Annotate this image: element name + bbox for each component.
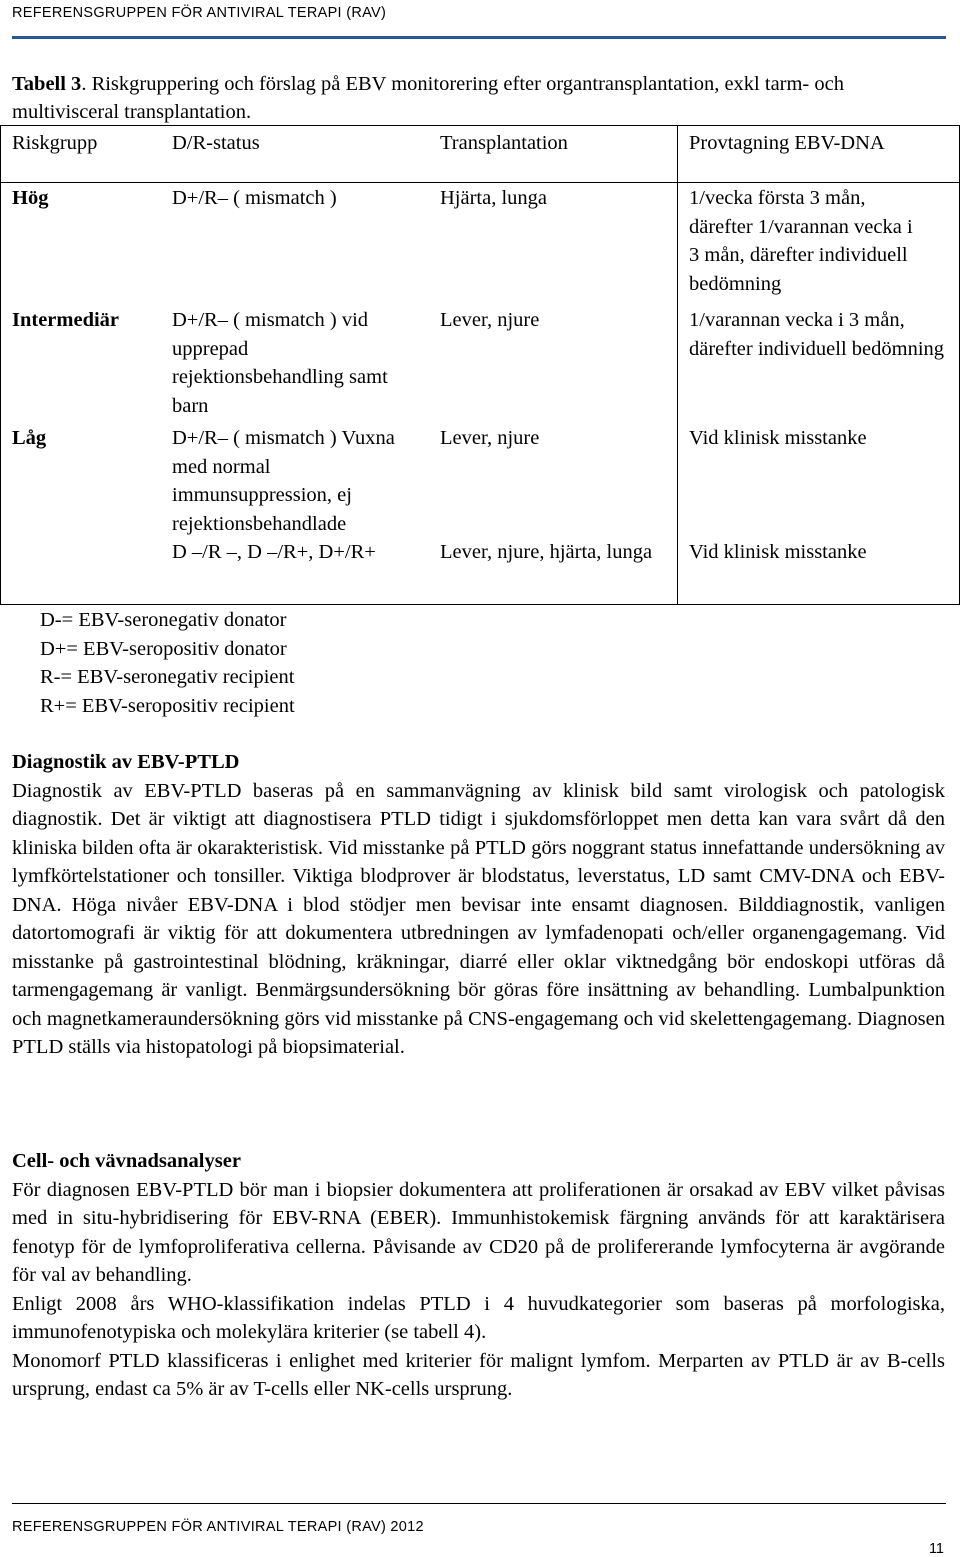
- row-other-sampling: Vid klinisk misstanke: [689, 541, 867, 563]
- header-riskgrupp: Riskgrupp: [12, 132, 98, 154]
- row-other-status: D –/R –, D –/R+, D+/R+: [172, 541, 376, 563]
- row-hog-sampling: 1/vecka första 3 mån, därefter 1/varannan vecka i 3 mån, därefter individuell bedömning: [689, 187, 913, 295]
- section-cellanalys: [12, 1147, 945, 1404]
- caption-text: . Riskgruppering och förslag på EBV monitorering efter organtransplantation, exkl tarm- och multivisceral transplantation.: [12, 73, 844, 123]
- row-intermediar-group: Intermediär: [12, 309, 120, 331]
- row-lag-sampling: Vid klinisk misstanke: [689, 427, 867, 449]
- running-header: REFERENSGRUPPEN FÖR ANTIVIRAL TERAPI (RAV): [12, 5, 387, 21]
- section-cellanalys-para1: För diagnosen EBV-PTLD bör man i biopsier dokumentera att proliferationen är orsakad av EBV vilket påvisas med in situ-hybridisering för EBV-RNA (EBER). Immunhistokemisk färgning används för att karaktärisera fenotyp för de lymfoproliferativa cellerna. Påvisande av CD20 på de prolifererande lymfocyterna är avgörande för val av behandling.: [12, 1178, 945, 1286]
- legend-item: D-= EBV-seronegativ donator: [40, 609, 287, 631]
- row-hog-transplant: Hjärta, lunga: [440, 187, 548, 209]
- header-divider: [0, 182, 960, 183]
- header-dr-status: D/R-status: [172, 132, 260, 154]
- row-intermediar-status: D+/R– ( mismatch ) vid upprepad rejektionsbehandling samt barn: [172, 309, 388, 417]
- section-cellanalys-title: Cell- och vävnadsanalyser: [12, 1150, 241, 1172]
- header-provtagning: Provtagning EBV-DNA: [689, 132, 885, 154]
- section-cellanalys-para3: Monomorf PTLD klassificeras i enlighet med kriterier för malignt lymfom. Merparten av PTLD är av B-cells ursprung, endast ca 5% är av T-cells eller NK-cells ursprung.: [12, 1349, 945, 1400]
- row-intermediar-transplant: Lever, njure: [440, 309, 540, 331]
- column-divider: [677, 125, 678, 605]
- row-lag-status: D+/R– ( mismatch ) Vuxna med normal immunsuppression, ej rejektionsbehandlade: [172, 427, 395, 535]
- header-transplantation: Transplantation: [440, 132, 568, 154]
- row-hog-group: Hög: [12, 187, 49, 209]
- row-other-transplant: Lever, njure, hjärta, lunga: [440, 541, 653, 563]
- section-diagnostik: [12, 748, 945, 1062]
- row-lag-transplant: Lever, njure: [440, 427, 540, 449]
- table-border-bottom: [0, 604, 960, 605]
- header-rule: [12, 36, 946, 39]
- table-border-top: [0, 125, 960, 126]
- legend-item: R+= EBV-seropositiv recipient: [40, 695, 295, 717]
- footer-rule: [12, 1503, 946, 1504]
- legend-item: R-= EBV-seronegativ recipient: [40, 666, 295, 688]
- legend-item: D+= EBV-seropositiv donator: [40, 638, 287, 660]
- page-number: 11: [928, 1541, 944, 1557]
- row-intermediar-sampling: 1/varannan vecka i 3 mån, därefter individuell bedömning: [689, 309, 945, 360]
- table-border-left: [0, 125, 1, 605]
- row-hog-status: D+/R– ( mismatch ): [172, 187, 337, 209]
- section-diagnostik-title: Diagnostik av EBV-PTLD: [12, 751, 240, 773]
- caption-label: Tabell 3: [12, 73, 82, 95]
- section-diagnostik-body: Diagnostik av EBV-PTLD baseras på en sammanvägning av klinisk bild samt virologisk och patologisk diagnostik. Det är viktigt att diagnostisera PTLD tidigt i sjukdomsförloppet men detta kan vara svårt då den kliniska bilden ofta är okarakteristisk. Vid misstanke på PTLD görs noggrant status innefattande undersökning av lymfkörtelstationer och tonsiller. Viktiga blodprover är blodstatus, leverstatus, LD samt CMV-DNA och EBV-DNA. Höga nivåer EBV-DNA i blod stödjer men bevisar inte ensamt diagnosen. Bilddiagnostik, vanligen datortomografi är viktig för att dokumentera utbredningen av lymfadenopati och/eller organengagemang. Vid misstanke på gastrointestinal blödning, kräkningar, diarré eller oklar viktnedgång bör endoskopi utföras då tarmengagemang är vanligt. Benmärgsundersökning bör göras före insättning av behandling. Lumbalpunktion och magnetkameraundersökning görs vid misstanke på CNS-engagemang och vid skelettengagemang. Diagnosen PTLD ställs via histopatologi på biopsimaterial.: [12, 779, 945, 1058]
- section-cellanalys-para2: Enligt 2008 års WHO-klassifikation indelas PTLD i 4 huvudkategorier som baseras på morfologiska, immunofenotypiska och molekylära kriterier (se tabell 4).: [12, 1292, 945, 1343]
- row-lag-group: Låg: [12, 427, 47, 449]
- table-caption: [12, 70, 947, 126]
- running-footer: REFERENSGRUPPEN FÖR ANTIVIRAL TERAPI (RAV) 2012: [12, 1519, 424, 1535]
